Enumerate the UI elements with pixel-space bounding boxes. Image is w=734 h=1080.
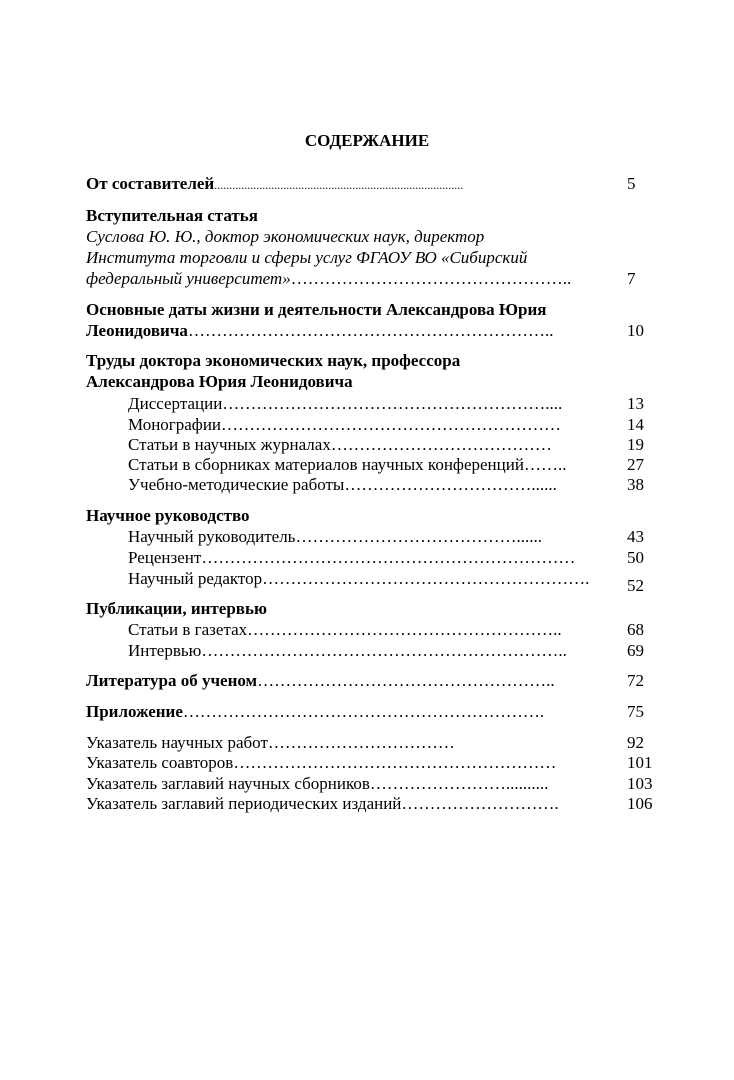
toc-subentry [128,474,557,496]
toc-page-number: 38 [627,475,644,494]
toc-page-number: 50 [627,548,644,567]
toc-entry-from-compilers [86,173,463,196]
toc-leader-dots: …………………………… [267,733,455,752]
toc-index-entry [86,773,548,795]
toc-entry-label: Указатель заглавий научных сборников [86,774,370,793]
toc-leader-dots: ………………………………………….. [290,269,572,288]
toc-page-number: 14 [627,415,644,434]
toc-page-number: 7 [627,269,636,288]
toc-leader-dots: …………………………………...... [295,527,542,546]
toc-entry-label: Научный руководитель [128,527,296,546]
toc-leader-dots: ……………………………………………………….. [187,321,554,340]
toc-leader-dots: ………………………………………………………. [182,702,545,721]
toc-leader-dots: ................................................................................... [214,178,464,192]
toc-subentry [128,619,562,641]
toc-page-number: 19 [627,435,644,454]
toc-entry-label: Монографии [128,415,222,434]
toc-entry-label: Указатель заглавий периодических изданий [86,794,402,813]
toc-entry-label: Статьи в сборниках материалов научных конференций [128,455,524,474]
toc-entry-label: Указатель соавторов [86,753,234,772]
toc-entry-appendix [86,701,544,723]
toc-subentry [128,454,566,476]
toc-subentry [128,434,552,456]
toc-heading-works: Труды доктора экономических наук, профессора [86,351,461,370]
toc-entry-label: Диссертации [128,394,223,413]
toc-entry-label: От составителей [86,174,215,193]
toc-entry-label: Научный редактор [128,569,263,588]
toc-page-number: 10 [627,321,644,340]
toc-leader-dots: …….. [523,455,567,474]
toc-leader-dots: ………………………………………………………… [201,548,576,567]
toc-heading-publications: Публикации, интервью [86,599,267,618]
toc-leader-dots: ………………………………………………….... [222,394,563,413]
toc-page-number: 106 [627,794,653,813]
toc-leader-dots: ……………………………...... [344,475,557,494]
toc-subentry [128,414,561,436]
toc-subentry [128,640,567,662]
page-title: СОДЕРЖАНИЕ [304,131,430,150]
toc-leader-dots: ……………………………………………………….. [201,641,567,660]
toc-leader-dots: ………………………. [401,794,559,813]
toc-entry-label: Леонидовича [86,321,188,340]
toc-subentry [128,547,575,569]
toc-page-number: 27 [627,455,644,474]
toc-heading-supervision: Научное руководство [86,506,250,525]
toc-page-number: 69 [627,641,644,660]
toc-heading-intro: Вступительная статья [86,206,258,225]
toc-page-number: 52 [627,576,644,595]
toc-entry-label: федеральный университет» [86,269,291,288]
toc-entry-literature [86,670,555,692]
toc-leader-dots: ………………………………………………… [233,753,557,772]
toc-index-entry [86,732,455,754]
toc-page-number: 103 [627,774,653,793]
toc-entry-label: Указатель научных работ [86,733,268,752]
toc-subentry [128,393,562,415]
toc-page-number: 75 [627,702,644,721]
toc-leader-dots: …………………………………………………… [221,415,562,434]
toc-entry-label: Литература об ученом [86,671,258,690]
toc-entry-label: Учебно-методические работы [128,475,345,494]
toc-heading-works-line2: Александрова Юрия Леонидовича [86,372,353,391]
toc-subentry [128,568,589,590]
toc-index-entry [86,752,556,774]
toc-leader-dots: …………………………………………….. [257,671,555,690]
toc-leader-dots: …………………………………………………. [262,569,590,588]
toc-leader-dots: ……………………………………………….. [247,620,562,639]
toc-intro-author-line: Института торговли и сферы услуг ФГАОУ ВО «Сибирский [86,248,528,267]
toc-page-number: 68 [627,620,644,639]
toc-page-number: 5 [627,174,636,193]
toc-page-number: 101 [627,753,653,772]
toc-entry-intro [86,268,571,290]
toc-index-entry [86,793,559,815]
toc-entry-dates [86,320,553,342]
toc-entry-label: Интервью [128,641,202,660]
toc-heading-dates: Основные даты жизни и деятельности Александрова Юрия [86,300,547,319]
toc-entry-label: Статьи в газетах [128,620,248,639]
toc-page-number: 13 [627,394,644,413]
toc-leader-dots: ………………………………… [330,435,552,454]
toc-leader-dots: …………………….......... [369,774,549,793]
toc-page-number: 72 [627,671,644,690]
toc-intro-author-line: Суслова Ю. Ю., доктор экономических наук, директор [86,227,485,246]
toc-entry-label: Рецензент [128,548,202,567]
toc-page-number: 43 [627,527,644,546]
toc-subentry [128,526,542,548]
toc-entry-label: Приложение [86,702,183,721]
toc-entry-label: Статьи в научных журналах [128,435,331,454]
toc-page-number: 92 [627,733,644,752]
